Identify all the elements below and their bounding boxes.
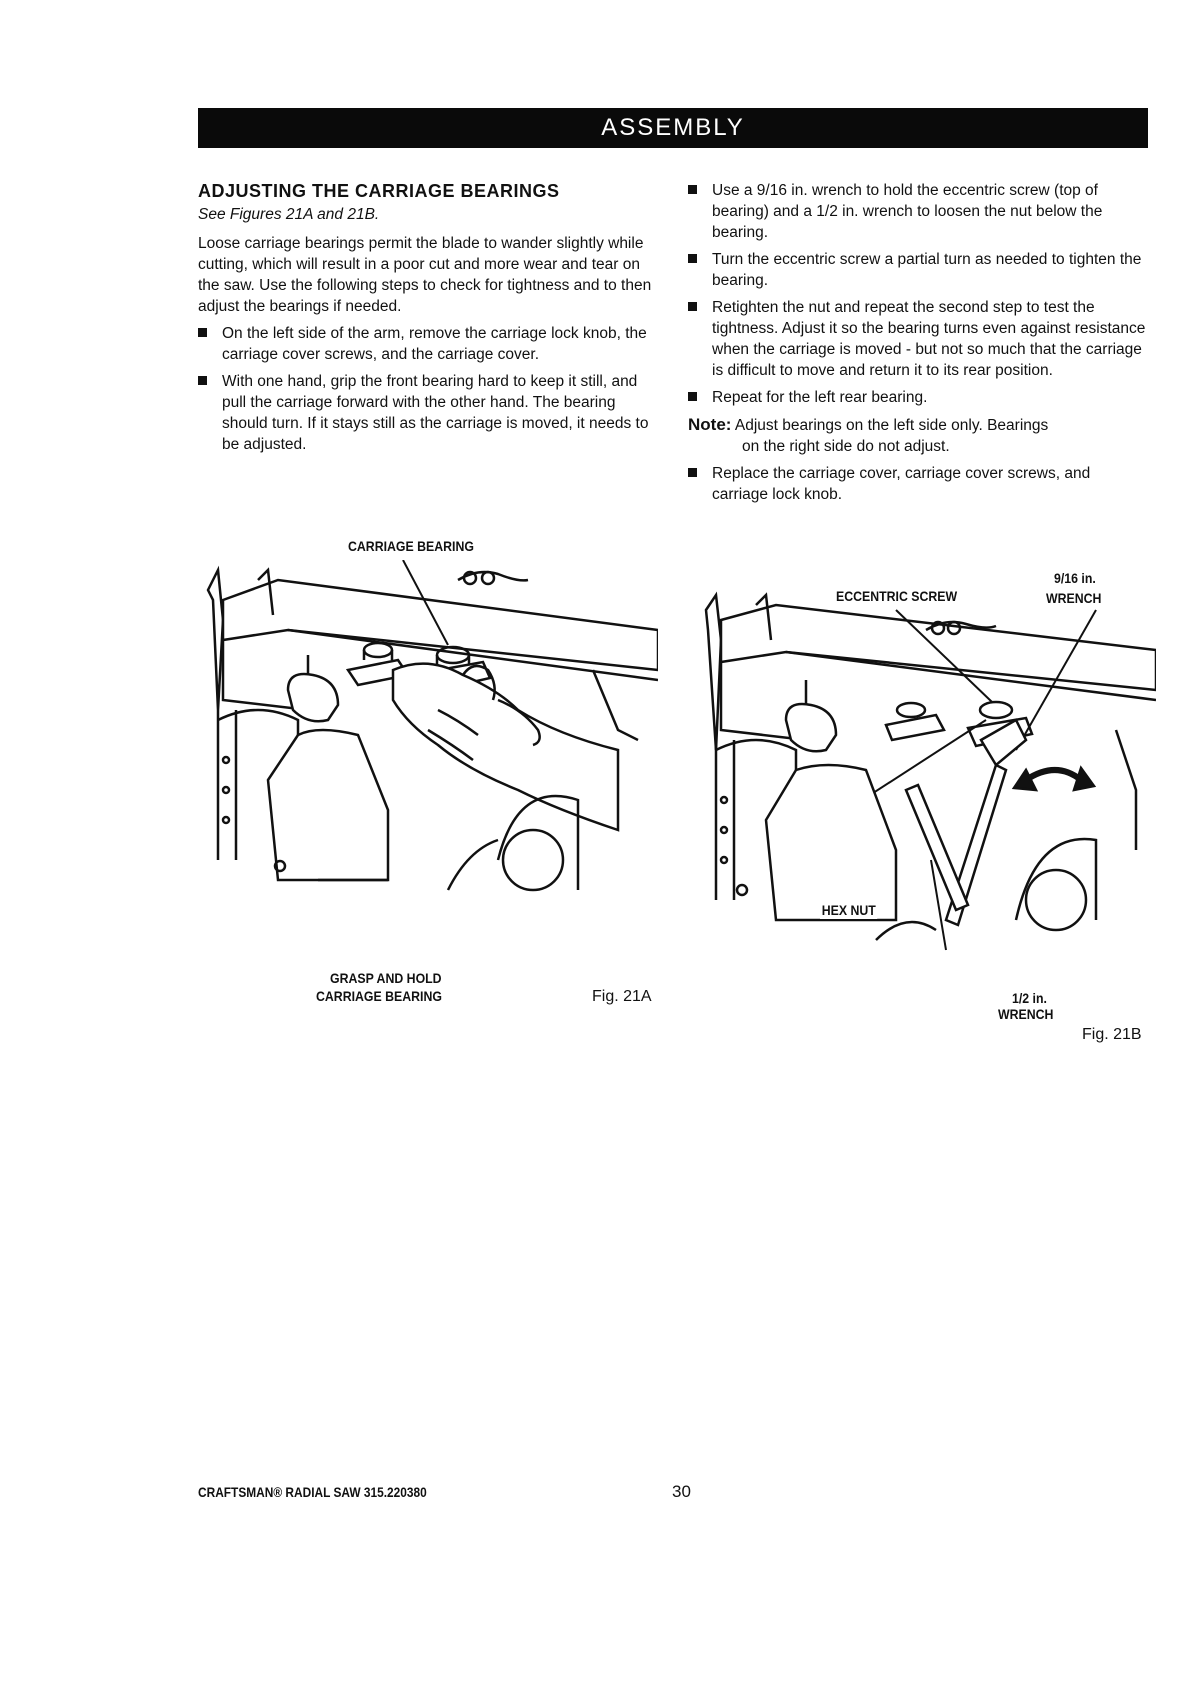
label-grasp-and-hold: GRASP AND HOLD (330, 970, 442, 986)
right-column (688, 180, 1150, 511)
label-eccentric-screw: ECCENTRIC SCREW (836, 588, 958, 604)
right-bullet-list-final (688, 463, 1150, 505)
left-bullet-list (198, 323, 653, 455)
right-bullet-list (688, 180, 1150, 408)
list-item: With one hand, grip the front bearing hard to keep it still, and pull the carriage forward with the other hand. The bearing should turn. If it stays still as the carriage is moved, it needs to be adjusted. (198, 371, 653, 455)
list-item: Turn the eccentric screw a partial turn as needed to tighten the bearing. (688, 249, 1150, 291)
label-1-2-wrench: WRENCH (998, 1006, 1054, 1022)
label-9-16-in: 9/16 in. (1054, 570, 1096, 586)
label-1-2-in: 1/2 in. (1012, 990, 1047, 1006)
label-9-16-wrench: WRENCH (1046, 590, 1102, 606)
figure-21a-illustration (198, 560, 658, 960)
bullet-square-icon (688, 392, 697, 401)
section-heading: ADJUSTING THE CARRIAGE BEARINGS (198, 181, 560, 201)
figure-reference: See Figures 21A and 21B. (198, 206, 380, 223)
bullet-square-icon (198, 328, 207, 337)
figure-caption-21b: Fig. 21B (1082, 1026, 1142, 1043)
list-item: Use a 9/16 in. wrench to hold the eccentric screw (top of bearing) and a 1/2 in. wrench to loosen the nut below the bearing. (688, 180, 1150, 243)
left-column (198, 180, 653, 461)
note (688, 414, 1150, 457)
intro-paragraph: Loose carriage bearings permit the blade to wander slightly while cutting, which will result in a poor cut and more wear and tear on the saw. Use the following steps to check for tightness and to then adjust the bearings if needed. (198, 235, 652, 315)
note-label: Note: (688, 415, 732, 434)
bullet-square-icon (688, 254, 697, 263)
list-item: Retighten the nut and repeat the second step to test the tightness. Adjust it so the bearing turns even against resistance when the carriage is moved - but not so much that the carriage is difficult to move and return it to its rear position. (688, 297, 1150, 381)
note-text-continued: on the right side do not adjust. (742, 438, 950, 455)
label-carriage-bearing-bottom: CARRIAGE BEARING (316, 988, 442, 1004)
label-hex-nut: HEX NUT (821, 902, 876, 918)
bullet-square-icon (688, 468, 697, 477)
banner-title: ASSEMBLY (601, 114, 745, 141)
bullet-square-icon (198, 376, 207, 385)
label-carriage-bearing: CARRIAGE BEARING (348, 538, 474, 554)
page-number: 30 (672, 1482, 691, 1501)
figure-21b-illustration (696, 590, 1156, 1000)
note-text: Adjust bearings on the left side only. Bearings (734, 417, 1049, 434)
section-banner (198, 108, 1148, 148)
bullet-square-icon (688, 185, 697, 194)
figure-caption-21a: Fig. 21A (592, 988, 652, 1005)
bullet-square-icon (688, 302, 697, 311)
list-item: Repeat for the left rear bearing. (688, 387, 1150, 408)
footer-brand: CRAFTSMAN® RADIAL SAW 315.220380 (198, 1484, 427, 1500)
list-item: Replace the carriage cover, carriage cover screws, and carriage lock knob. (688, 463, 1150, 505)
list-item: On the left side of the arm, remove the carriage lock knob, the carriage cover screws, and the carriage cover. (198, 323, 653, 365)
